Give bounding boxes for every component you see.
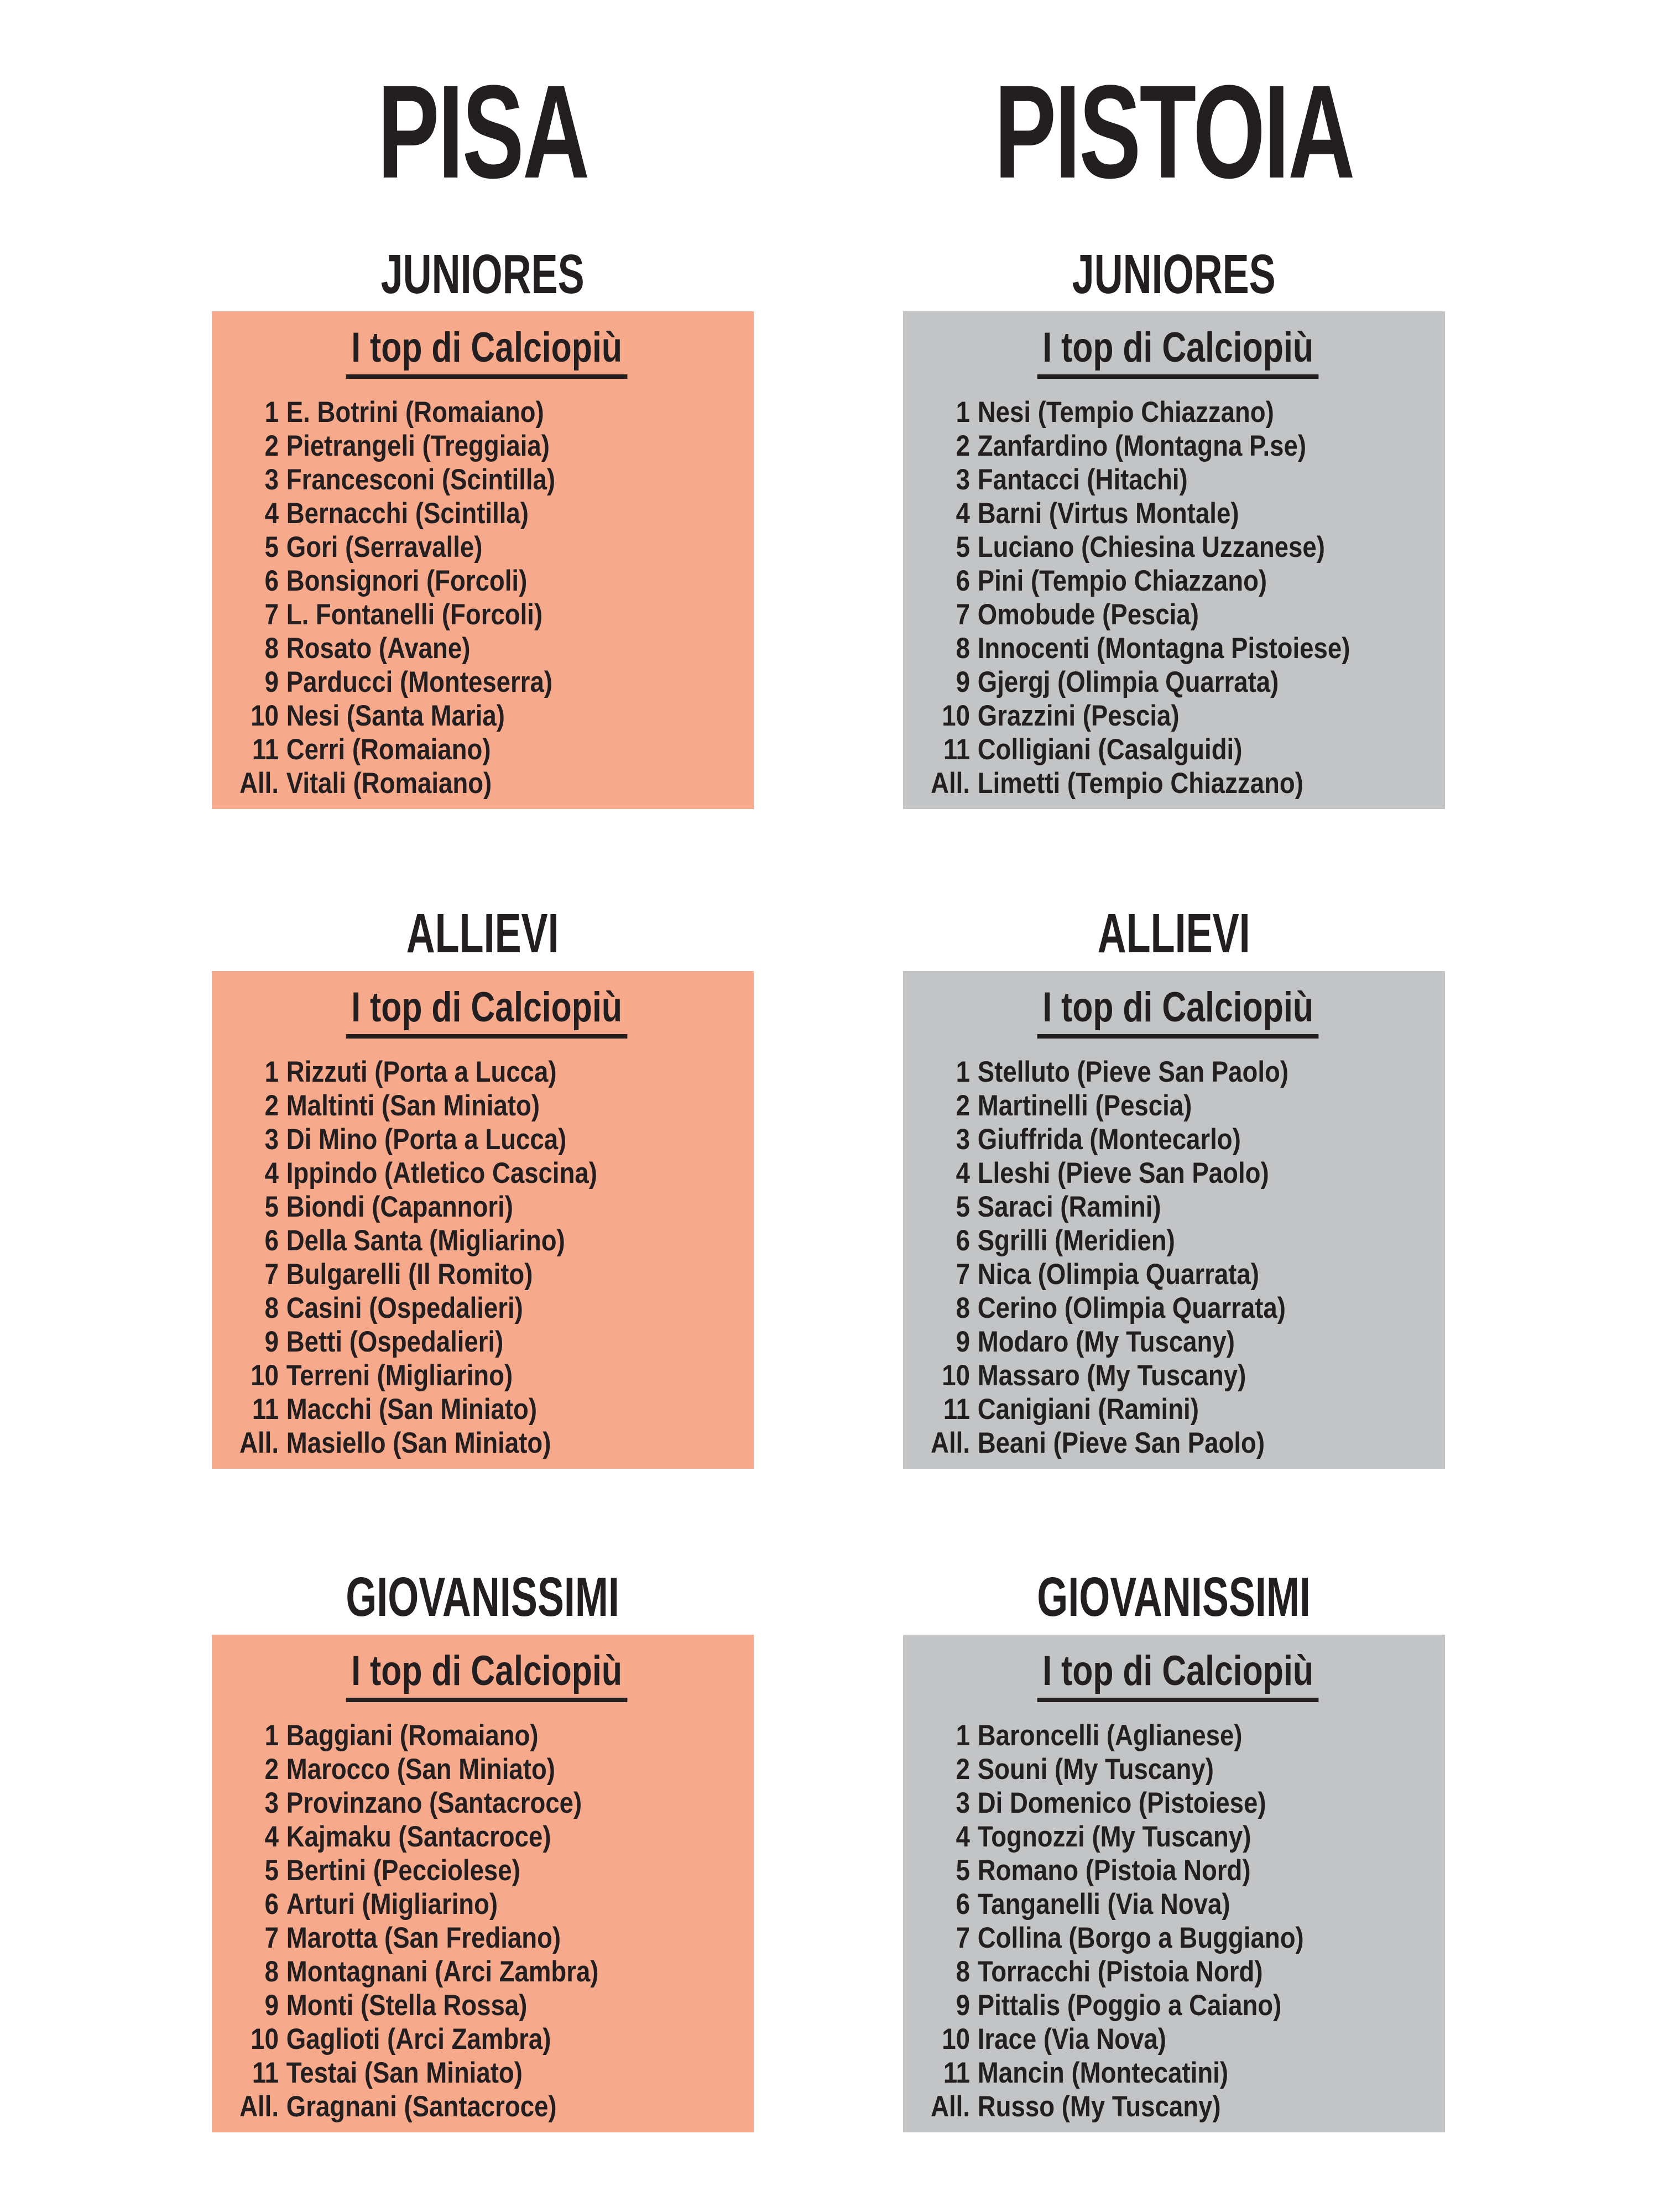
player-row: [922, 564, 1433, 598]
roster-list-pisa-allievi: [231, 1055, 742, 1460]
panel-title: I top di Calciopiù: [231, 1649, 743, 1702]
player-row: [231, 2056, 742, 2090]
player-row: [231, 530, 742, 564]
player-number: 6: [264, 1224, 279, 1257]
player-name: Parducci (Monteserra): [286, 665, 553, 698]
player-number: 4: [956, 1820, 970, 1853]
player-number: 6: [956, 1887, 970, 1921]
player-row: [231, 1325, 742, 1359]
player-row: [231, 1989, 742, 2022]
player-row: [231, 1089, 742, 1123]
player-name: Rosato (Avane): [286, 632, 471, 665]
player-number: 1: [956, 1719, 970, 1752]
player-name: Pietrangeli (Treggiaia): [286, 429, 550, 462]
player-name: Sgrilli (Meridien): [977, 1224, 1175, 1257]
roster-panel-pistoia-giovanissimi: [903, 1635, 1445, 2132]
player-row: [231, 699, 742, 733]
player-number: 1: [264, 395, 279, 429]
player-name: Giuffrida (Montecarlo): [977, 1123, 1241, 1156]
player-name: Tognozzi (My Tuscany): [977, 1820, 1251, 1853]
player-name: Marocco (San Miniato): [286, 1752, 555, 1786]
player-number: All.: [931, 766, 970, 800]
player-name: Omobude (Pescia): [977, 598, 1199, 631]
player-row: [231, 632, 742, 665]
player-number: 7: [956, 598, 970, 631]
player-row: [231, 733, 742, 766]
player-name: Beani (Pieve San Paolo): [977, 1426, 1265, 1459]
player-row: [922, 1955, 1433, 1989]
player-number: 5: [956, 1190, 970, 1223]
player-row: [922, 1820, 1433, 1854]
player-row: [922, 530, 1433, 564]
player-number: 11: [252, 733, 279, 766]
player-name: Luciano (Chiesina Uzzanese): [977, 530, 1325, 564]
player-row: [231, 1820, 742, 1854]
city-title-pisa-text: PISA: [377, 58, 588, 206]
player-number: 9: [264, 665, 279, 698]
player-number: 7: [264, 598, 279, 631]
player-row: [231, 1359, 742, 1392]
column-pisa: [212, 0, 754, 2212]
player-name: Gaglioti (Arci Zambra): [286, 2022, 551, 2056]
player-number: 2: [264, 429, 279, 462]
player-row: [231, 2022, 742, 2056]
player-row: [231, 1921, 742, 1955]
panel-title: I top di Calciopiù: [922, 985, 1434, 1039]
player-row: [231, 429, 742, 463]
player-number: 1: [264, 1055, 279, 1088]
column-pistoia: [903, 0, 1445, 2212]
player-number: 5: [264, 1190, 279, 1223]
player-row: [922, 429, 1433, 463]
player-name: Kajmaku (Santacroce): [286, 1820, 551, 1853]
player-name: Masiello (San Miniato): [286, 1426, 551, 1459]
player-name: Lleshi (Pieve San Paolo): [977, 1156, 1269, 1190]
player-number: 2: [956, 429, 970, 462]
player-name: Canigiani (Ramini): [977, 1392, 1199, 1426]
player-name: Pittalis (Poggio a Caiano): [977, 1989, 1282, 2022]
player-row: [922, 1854, 1433, 1887]
player-name: Bernacchi (Scintilla): [286, 497, 529, 530]
panel-title: I top di Calciopiù: [231, 326, 743, 379]
player-name: Ippindo (Atletico Cascina): [286, 1156, 597, 1190]
player-name: Francesconi (Scintilla): [286, 463, 556, 496]
player-number: 10: [942, 2022, 970, 2056]
player-name: Casini (Ospedalieri): [286, 1291, 523, 1324]
player-row: [231, 1258, 742, 1291]
player-name: Tanganelli (Via Nova): [977, 1887, 1230, 1921]
player-row: [231, 1887, 742, 1921]
player-row: [231, 1291, 742, 1325]
player-name: Innocenti (Montagna Pistoiese): [977, 632, 1350, 665]
player-name: Testai (San Miniato): [286, 2056, 523, 2089]
player-row: [231, 564, 742, 598]
player-row: [922, 733, 1433, 766]
city-title-pistoia-text: PISTOIA: [994, 58, 1354, 206]
roster-panel-pistoia-allievi: [903, 971, 1445, 1469]
player-name: Bonsignori (Forcoli): [286, 564, 528, 597]
player-name: Pini (Tempio Chiazzano): [977, 564, 1267, 597]
player-row: [922, 1989, 1433, 2022]
player-number: 5: [264, 530, 279, 564]
player-row: [922, 766, 1433, 800]
section-header-pisa-juniores: JUNIORES: [380, 243, 585, 305]
player-row: [922, 1719, 1433, 1752]
player-number: 11: [943, 1392, 970, 1426]
player-number: 4: [264, 1820, 279, 1853]
panel-title: I top di Calciopiù: [922, 1649, 1434, 1702]
player-number: 4: [956, 497, 970, 530]
player-row: [922, 2022, 1433, 2056]
player-row: [231, 1392, 742, 1426]
player-number: 9: [956, 1989, 970, 2022]
player-name: Torracchi (Pistoia Nord): [977, 1955, 1263, 1988]
player-row: [922, 632, 1433, 665]
player-row: [922, 2090, 1433, 2124]
player-row: [231, 1854, 742, 1887]
player-name: Montagnani (Arci Zambra): [286, 1955, 599, 1988]
section-header-pistoia-juniores: JUNIORES: [1072, 243, 1276, 305]
player-name: Zanfardino (Montagna P.se): [977, 429, 1307, 462]
player-row: [231, 1190, 742, 1224]
player-number: 10: [251, 2022, 279, 2056]
player-name: Fantacci (Hitachi): [977, 463, 1188, 496]
section-header-pistoia-allievi: ALLIEVI: [1097, 902, 1251, 964]
roster-list-pistoia-giovanissimi: [922, 1719, 1433, 2124]
player-number: 1: [264, 1719, 279, 1752]
player-row: [922, 1887, 1433, 1921]
player-row: [922, 1190, 1433, 1224]
player-name: Gragnani (Santacroce): [286, 2090, 557, 2123]
player-number: 2: [264, 1752, 279, 1786]
player-number: 7: [264, 1258, 279, 1291]
player-number: 1: [956, 395, 970, 429]
player-row: [231, 1055, 742, 1089]
player-name: Russo (My Tuscany): [977, 2090, 1221, 2123]
player-number: 3: [264, 463, 279, 496]
player-name: Betti (Ospedalieri): [286, 1325, 504, 1358]
section-header-pisa-giovanissimi: GIOVANISSIMI: [346, 1566, 620, 1628]
player-row: [922, 2056, 1433, 2090]
player-name: E. Botrini (Romaiano): [286, 395, 544, 429]
player-name: Rizzuti (Porta a Lucca): [286, 1055, 557, 1088]
player-number: 10: [251, 699, 279, 732]
player-name: Mancin (Montecatini): [977, 2056, 1229, 2089]
player-row: [922, 1224, 1433, 1258]
player-number: 8: [956, 1955, 970, 1988]
player-number: 9: [264, 1325, 279, 1358]
player-row: [922, 665, 1433, 699]
player-name: Nica (Olimpia Quarrata): [977, 1258, 1259, 1291]
player-number: 6: [956, 1224, 970, 1257]
player-number: All.: [931, 1426, 970, 1459]
player-row: [922, 1291, 1433, 1325]
player-number: 3: [264, 1123, 279, 1156]
player-name: Bertini (Pecciolese): [286, 1854, 520, 1887]
player-number: All.: [239, 2090, 279, 2123]
player-name: Collina (Borgo a Buggiano): [977, 1921, 1304, 1954]
panel-title: I top di Calciopiù: [922, 326, 1434, 379]
player-row: [922, 1156, 1433, 1190]
player-row: [922, 1258, 1433, 1291]
player-row: [922, 598, 1433, 632]
player-name: Modaro (My Tuscany): [977, 1325, 1235, 1358]
player-number: 5: [264, 1854, 279, 1887]
player-name: Maltinti (San Miniato): [286, 1089, 540, 1122]
player-number: 8: [264, 1291, 279, 1324]
player-name: Biondi (Capannori): [286, 1190, 513, 1223]
player-number: 7: [956, 1921, 970, 1954]
player-number: 10: [251, 1359, 279, 1392]
roster-list-pisa-giovanissimi: [231, 1719, 742, 2124]
player-name: Barni (Virtus Montale): [977, 497, 1239, 530]
player-name: Provinzano (Santacroce): [286, 1786, 582, 1819]
section-header-pisa-allievi: ALLIEVI: [406, 902, 560, 964]
player-name: Marotta (San Frediano): [286, 1921, 561, 1954]
player-name: Di Mino (Porta a Lucca): [286, 1123, 567, 1156]
player-row: [231, 1955, 742, 1989]
player-row: [922, 1359, 1433, 1392]
player-row: [922, 395, 1433, 429]
player-row: [922, 1123, 1433, 1156]
player-name: Cerino (Olimpia Quarrata): [977, 1291, 1286, 1324]
player-name: Bulgarelli (Il Romito): [286, 1258, 533, 1291]
player-number: 5: [956, 530, 970, 564]
player-number: 3: [956, 1786, 970, 1819]
player-number: 8: [956, 632, 970, 665]
player-row: [922, 1325, 1433, 1359]
player-name: Nesi (Santa Maria): [286, 699, 505, 732]
player-name: Terreni (Migliarino): [286, 1359, 513, 1392]
roster-panel-pisa-juniores: [212, 311, 754, 809]
player-row: [922, 699, 1433, 733]
player-row: [922, 1786, 1433, 1820]
player-number: 11: [252, 1392, 279, 1426]
player-number: 6: [264, 564, 279, 597]
player-number: 5: [956, 1854, 970, 1887]
player-row: [922, 1392, 1433, 1426]
player-name: Gori (Serravalle): [286, 530, 483, 564]
player-row: [922, 1089, 1433, 1123]
player-row: [231, 395, 742, 429]
player-number: 2: [264, 1089, 279, 1122]
roster-list-pistoia-allievi: [922, 1055, 1433, 1460]
player-number: 11: [252, 2056, 279, 2089]
player-number: 11: [943, 2056, 970, 2089]
player-number: 3: [264, 1786, 279, 1819]
player-name: Martinelli (Pescia): [977, 1089, 1192, 1122]
player-number: All.: [931, 2090, 970, 2123]
player-row: [231, 1224, 742, 1258]
player-name: Stelluto (Pieve San Paolo): [977, 1055, 1289, 1088]
player-number: 8: [264, 1955, 279, 1988]
roster-panel-pisa-allievi: [212, 971, 754, 1469]
player-name: Baroncelli (Aglianese): [977, 1719, 1243, 1752]
player-row: [231, 497, 742, 530]
player-number: 11: [943, 733, 970, 766]
city-title-pisa: [212, 58, 754, 206]
player-number: 8: [956, 1291, 970, 1324]
player-name: Arturi (Migliarino): [286, 1887, 498, 1921]
player-row: [231, 1786, 742, 1820]
player-number: All.: [239, 766, 279, 800]
player-name: Macchi (San Miniato): [286, 1392, 538, 1426]
player-row: [231, 2090, 742, 2124]
player-number: 2: [956, 1089, 970, 1122]
player-name: Limetti (Tempio Chiazzano): [977, 766, 1303, 800]
player-row: [231, 598, 742, 632]
player-name: Romano (Pistoia Nord): [977, 1854, 1251, 1887]
roster-panel-pisa-giovanissimi: [212, 1635, 754, 2132]
player-number: 7: [956, 1258, 970, 1291]
player-number: 9: [956, 665, 970, 698]
player-row: [922, 463, 1433, 497]
player-row: [922, 1055, 1433, 1089]
player-name: Cerri (Romaiano): [286, 733, 491, 766]
player-number: 7: [264, 1921, 279, 1954]
player-name: Nesi (Tempio Chiazzano): [977, 395, 1274, 429]
section-header-pistoia-giovanissimi: GIOVANISSIMI: [1037, 1566, 1311, 1628]
player-row: [231, 1752, 742, 1786]
player-name: Baggiani (Romaiano): [286, 1719, 539, 1752]
player-number: 3: [956, 463, 970, 496]
player-number: 10: [942, 1359, 970, 1392]
player-row: [922, 1752, 1433, 1786]
roster-list-pisa-juniores: [231, 395, 742, 800]
panel-title: I top di Calciopiù: [231, 985, 743, 1039]
player-number: 2: [956, 1752, 970, 1786]
player-name: Massaro (My Tuscany): [977, 1359, 1246, 1392]
player-name: Souni (My Tuscany): [977, 1752, 1214, 1786]
player-number: All.: [239, 1426, 279, 1459]
player-row: [231, 1123, 742, 1156]
roster-list-pistoia-juniores: [922, 395, 1433, 800]
player-name: Gjergj (Olimpia Quarrata): [977, 665, 1279, 698]
player-row: [231, 766, 742, 800]
player-number: 4: [264, 1156, 279, 1190]
player-number: 6: [956, 564, 970, 597]
player-row: [231, 1719, 742, 1752]
player-row: [231, 1426, 742, 1460]
city-title-pistoia: [903, 58, 1445, 206]
player-name: L. Fontanelli (Forcoli): [286, 598, 543, 631]
player-row: [231, 463, 742, 497]
player-name: Monti (Stella Rossa): [286, 1989, 528, 2022]
player-number: 1: [956, 1055, 970, 1088]
player-row: [231, 1156, 742, 1190]
player-number: 8: [264, 632, 279, 665]
player-name: Irace (Via Nova): [977, 2022, 1166, 2056]
player-row: [231, 665, 742, 699]
player-row: [922, 1921, 1433, 1955]
player-row: [922, 497, 1433, 530]
player-number: 3: [956, 1123, 970, 1156]
player-name: Della Santa (Migliarino): [286, 1224, 565, 1257]
player-number: 6: [264, 1887, 279, 1921]
player-number: 9: [956, 1325, 970, 1358]
player-name: Vitali (Romaiano): [286, 766, 492, 800]
player-number: 4: [264, 497, 279, 530]
player-number: 9: [264, 1989, 279, 2022]
player-name: Colligiani (Casalguidi): [977, 733, 1243, 766]
player-name: Di Domenico (Pistoiese): [977, 1786, 1266, 1819]
player-name: Grazzini (Pescia): [977, 699, 1180, 732]
player-number: 4: [956, 1156, 970, 1190]
roster-panel-pistoia-juniores: [903, 311, 1445, 809]
player-number: 10: [942, 699, 970, 732]
player-name: Saraci (Ramini): [977, 1190, 1161, 1223]
player-row: [922, 1426, 1433, 1460]
